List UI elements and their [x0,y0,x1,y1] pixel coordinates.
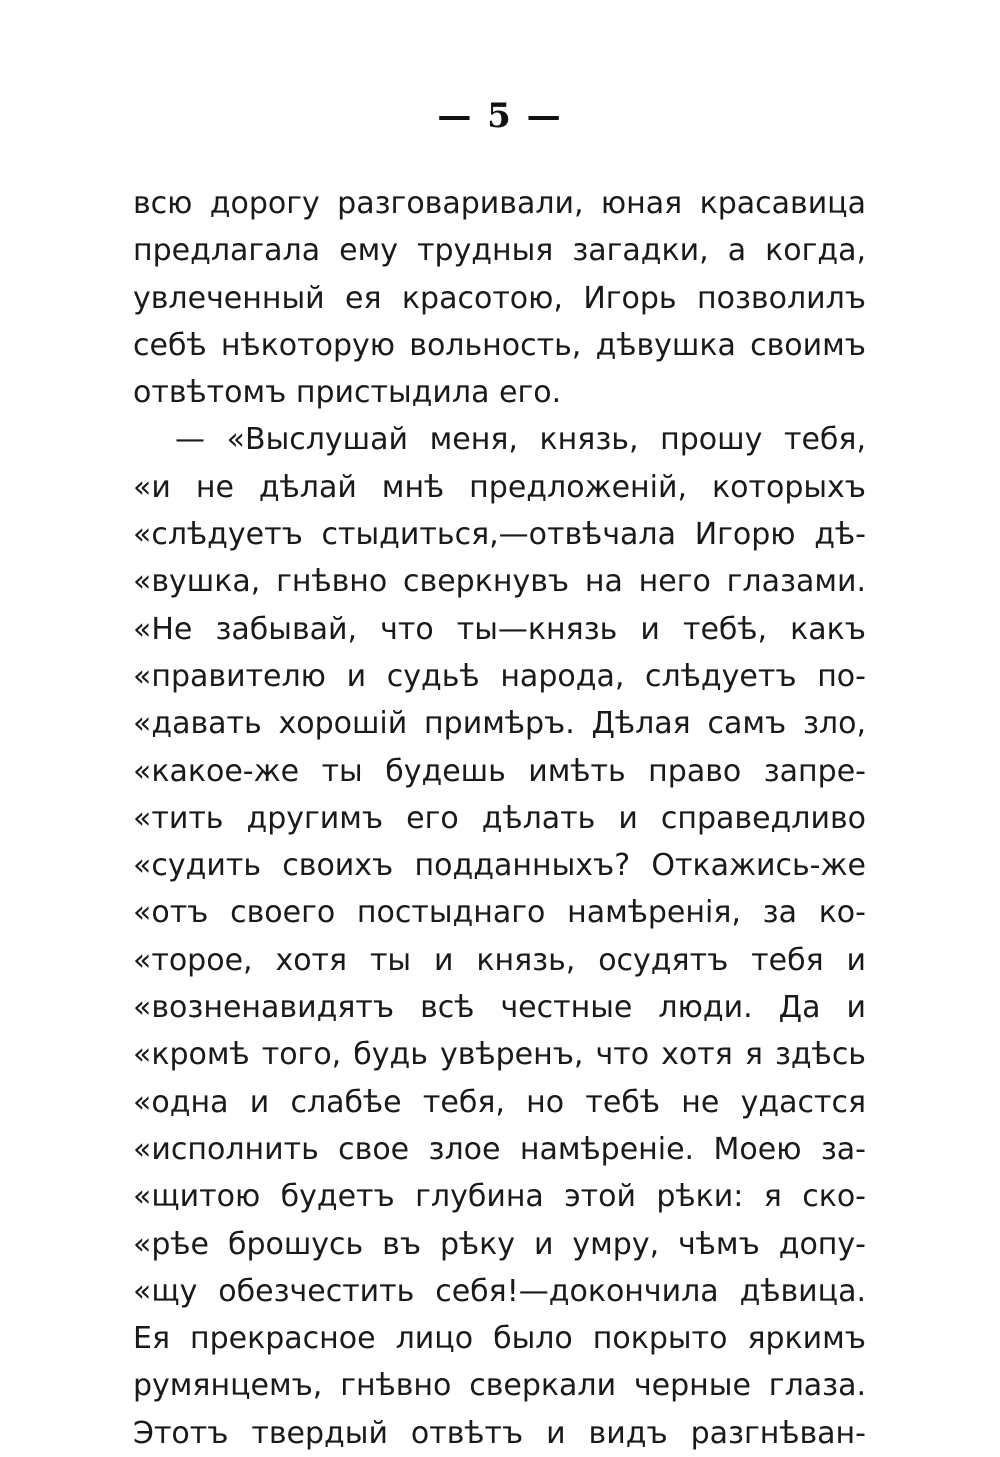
text-line: «судить своихъ подданныхъ? Откажись-же [133,848,866,884]
text-line: Этотъ твердый отвѣтъ и видъ разгнѣван- [133,1415,866,1451]
text-line: «слѣдуетъ стыдиться,—отвѣчала Игорю дѣ- [133,517,866,553]
text-line: «торое, хотя ты и князь, осудятъ тебя и [133,942,866,978]
text-line: румянцемъ, гнѣвно сверкали черные глаза. [133,1368,866,1404]
text-line: предлагала ему трудныя загадки, а когда, [133,233,866,269]
text-line: увлеченный ея красотою, Игорь позволилъ [133,280,866,316]
text-line: «рѣе брошусь въ рѣку и умру, чѣмъ допу- [133,1226,866,1262]
text-line: «возненавидятъ всѣ честные люди. Да и [133,990,866,1026]
text-line: «отъ своего постыднаго намѣренiя, за ко- [133,895,866,931]
text-line: «вушка, гнѣвно сверкнувъ на него глазами. [133,564,866,600]
text-line: «щитою будетъ глубина этой рѣки: я ско- [133,1179,866,1215]
text-line: отвѣтомъ пристыдила его. [133,375,562,411]
text-line: «какое-же ты будешь имѣть право запре- [133,753,866,789]
text-line: «и не дѣлай мнѣ предложенiй, которыхъ [133,469,866,505]
text-line: «исполнить свое злое намѣренiе. Моею за- [133,1131,866,1167]
text-line: Ея прекрасное лицо было покрыто яркимъ [133,1321,866,1357]
text-line: всю дорогу разговаривали, юная красавица [133,186,866,221]
text-line: «давать хорошiй примѣръ. Дѣлая самъ зло, [133,706,866,742]
text-line: «одна и слабѣе тебя, но тебѣ не удастся [133,1084,866,1120]
text-line: «кромѣ того, будь увѣренъ, что хотя я здѣсь [133,1037,866,1073]
body-text [133,180,866,1457]
text-line: — «Выслушай меня, князь, прошу тебя, [175,422,866,458]
page-number: — 5 — [437,96,563,136]
text-line: «щу обезчестить себя!—докончила дѣвица. [133,1273,866,1309]
text-line: «правителю и судьѣ народа, слѣдуетъ по- [133,658,866,694]
text-line: «Не забывай, что ты—князь и тебѣ, какъ [133,611,866,647]
text-line: «тить другимъ его дѣлать и справедливо [133,800,866,836]
text-line: себѣ нѣкоторую вольность, дѣвушка своимъ [133,327,866,363]
